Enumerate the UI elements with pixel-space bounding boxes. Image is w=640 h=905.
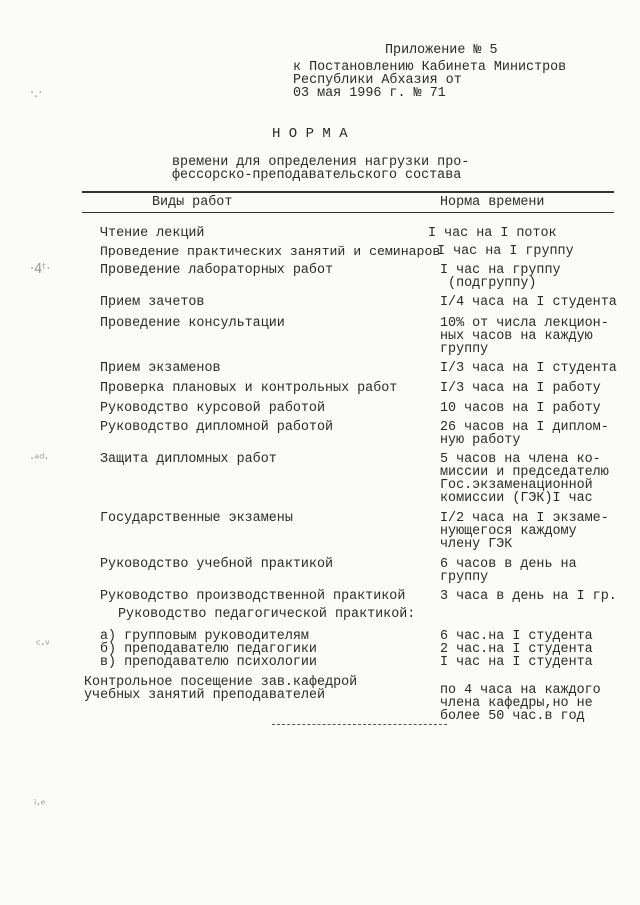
- row-5-work: Проведение консультации: [100, 316, 285, 331]
- margin-mark: ·.·: [30, 86, 43, 101]
- row-2-norm: I час на I группу: [437, 244, 574, 259]
- pedagogical-norm-a: 6 час.на I студента: [440, 629, 593, 644]
- row-2-work: Проведение практических занятий и семинаров: [100, 244, 441, 259]
- row-5-norm-2: ных часов на каждую: [440, 329, 593, 344]
- row-11-norm-3: члену ГЭК: [440, 537, 513, 552]
- row-3-norm-1: I час на группу: [440, 263, 561, 278]
- page-title: Н О Р М А: [272, 126, 348, 142]
- control-norm-3: более 50 час.в год: [440, 709, 585, 724]
- row-12-norm-2: группу: [440, 570, 489, 585]
- row-7-norm: I/3 часа на I работу: [440, 381, 601, 396]
- row-10-work: Защита дипломных работ: [100, 452, 277, 467]
- row-6-norm: I/3 часа на I студента: [440, 361, 617, 376]
- row-10-norm-3: Гос.экзаменационной: [440, 478, 593, 493]
- row-4-work: Прием зачетов: [100, 295, 205, 310]
- margin-mark: ·ᵃᵈ·: [30, 452, 49, 467]
- pedagogical-norm-b: 2 час.на I студента: [440, 642, 593, 657]
- margin-mark: ᶜ·ᵛ: [36, 638, 51, 653]
- pedagogical-item-a: а) групповым руководителям: [100, 629, 309, 644]
- row-8-work: Руководство курсовой работой: [100, 401, 325, 416]
- decree-line-1: к Постановлению Кабинета Министров: [293, 60, 567, 75]
- row-10-norm-4: комиссии (ГЭК)I час: [440, 491, 593, 506]
- subtitle-line-2: фессорско-преподавательского состава: [172, 168, 462, 183]
- decree-line-2: Республики Абхазия от: [293, 73, 462, 88]
- row-11-work: Государственные экзамены: [100, 511, 293, 526]
- row-7-work: Проверка плановых и контрольных работ: [100, 381, 398, 396]
- row-13-norm: 3 часа в день на I гр.: [440, 589, 617, 604]
- row-4-norm: I/4 часа на I студента: [440, 295, 617, 310]
- control-norm-2: члена кафедры,но не: [440, 696, 593, 711]
- row-12-norm-1: 6 часов в день на: [440, 557, 577, 572]
- closing-dashed-rule: [272, 724, 447, 725]
- control-work-2: учебных занятий преподавателей: [84, 688, 326, 703]
- control-norm-1: по 4 часа на каждого: [440, 683, 601, 698]
- row-3-norm-2: (подгруппу): [440, 276, 537, 291]
- pedagogical-norm-c: I час на I студента: [440, 655, 593, 670]
- row-3-work: Проведение лабораторных работ: [100, 263, 334, 278]
- pedagogical-item-c: в) преподавателю психологии: [100, 655, 317, 670]
- row-9-work: Руководство дипломной работой: [100, 420, 334, 435]
- row-5-norm-3: группу: [440, 342, 489, 357]
- row-9-norm-1: 26 часов на I диплом-: [440, 420, 609, 435]
- row-5-norm-1: 10% от числа лекцион-: [440, 316, 609, 331]
- row-8-norm: 10 часов на I работу: [440, 401, 601, 416]
- row-9-norm-2: ную работу: [440, 433, 521, 448]
- row-12-work: Руководство учебной практикой: [100, 557, 334, 572]
- control-work-1: Контрольное посещение зав.кафедрой: [84, 675, 358, 690]
- row-1-norm: I час на I поток: [428, 226, 557, 241]
- subtitle-line-1: времени для определения нагрузки про-: [172, 155, 470, 170]
- appendix-label: Приложение № 5: [385, 43, 498, 58]
- margin-mark: ·4ᵗ·: [30, 262, 51, 277]
- header-rule: [82, 212, 614, 213]
- pedagogical-item-b: б) преподавателю педагогики: [100, 642, 317, 657]
- column-header-works: Виды работ: [152, 195, 233, 210]
- top-rule: [82, 191, 614, 193]
- margin-mark: ⁱ·ᵉ: [34, 798, 46, 813]
- pedagogical-heading: Руководство педагогической практикой:: [118, 607, 416, 622]
- row-11-norm-1: I/2 часа на I экзаме-: [440, 511, 609, 526]
- row-6-work: Прием экзаменов: [100, 361, 221, 376]
- row-13-work: Руководство производственной практикой: [100, 589, 406, 604]
- row-10-norm-1: 5 часов на члена ко-: [440, 452, 601, 467]
- column-header-norm: Норма времени: [440, 195, 545, 210]
- decree-date: 03 мая 1996 г. № 71: [293, 86, 446, 101]
- row-1-work: Чтение лекций: [100, 226, 205, 241]
- row-11-norm-2: нующегося каждому: [440, 524, 577, 539]
- row-10-norm-2: миссии и председателю: [440, 465, 609, 480]
